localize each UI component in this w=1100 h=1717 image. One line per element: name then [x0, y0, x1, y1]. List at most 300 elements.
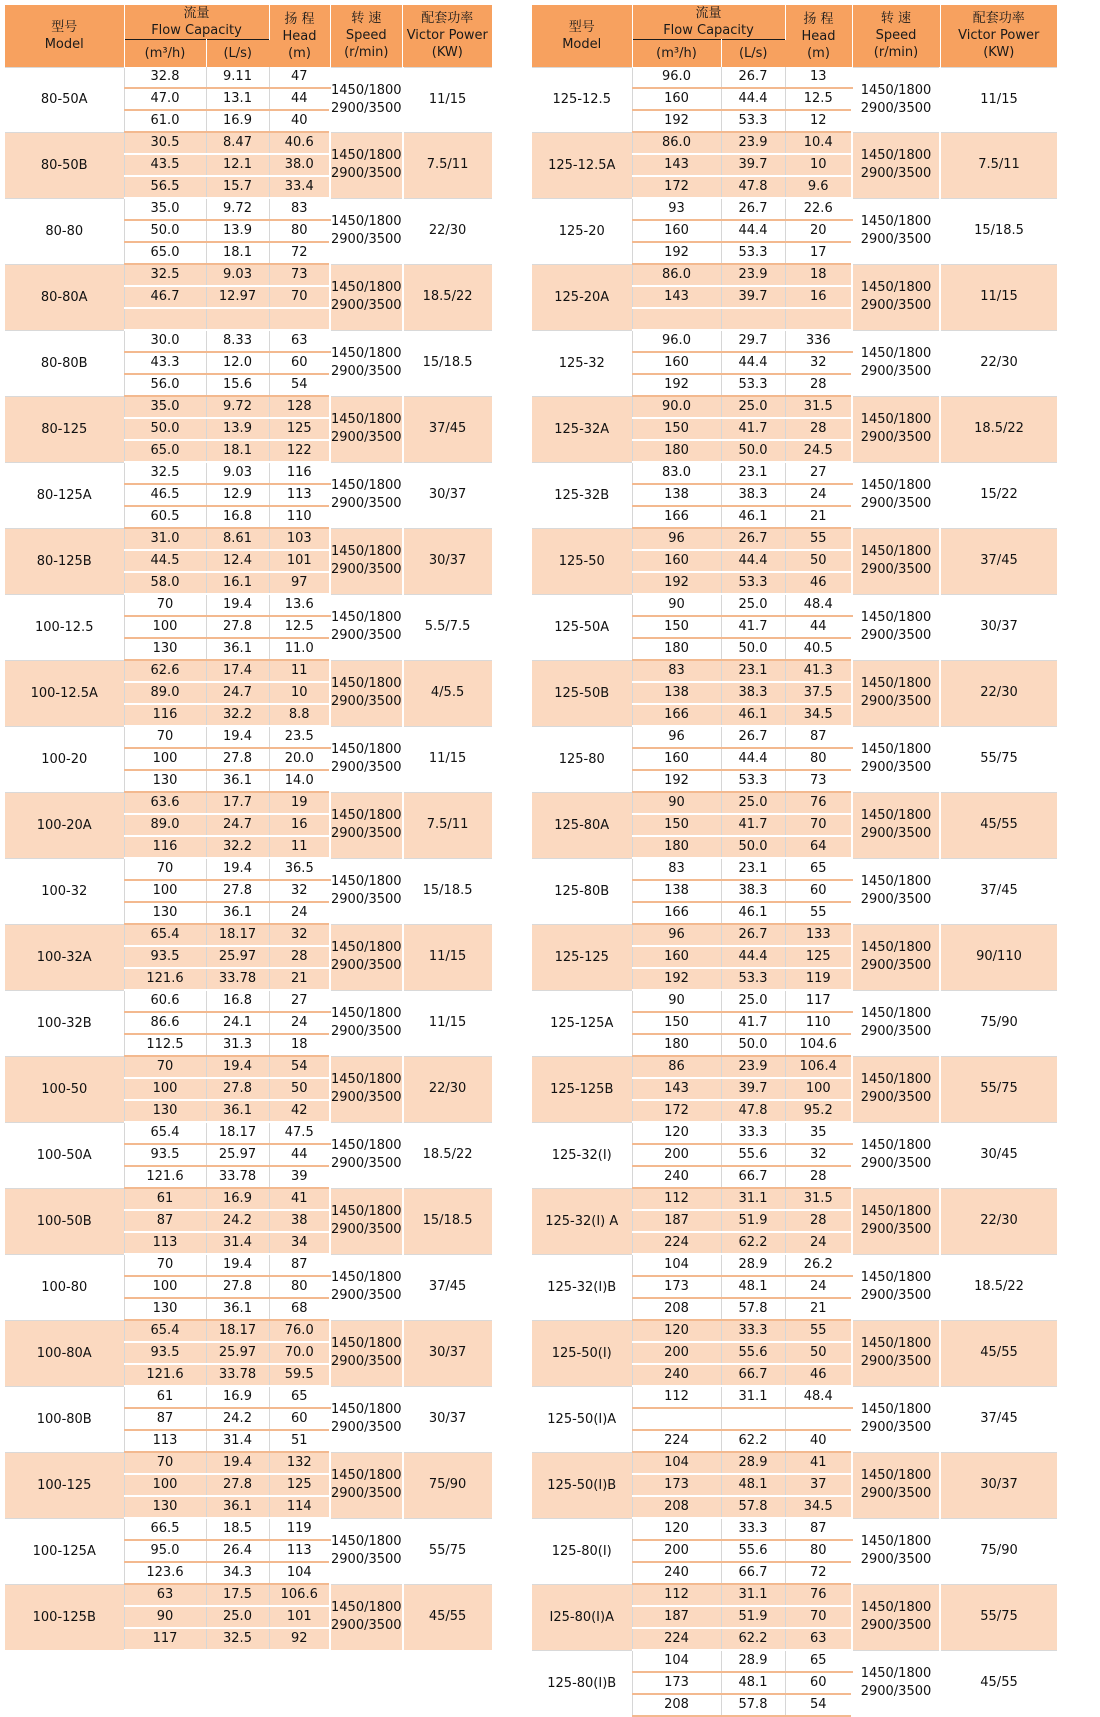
speed-cell — [330, 792, 403, 858]
speed-line-1: 1450/1800 — [331, 280, 402, 295]
head-cell: 116 — [269, 462, 330, 484]
head-cell: 33.4 — [269, 176, 330, 198]
head-cell: 63 — [785, 1628, 852, 1650]
head-cell: 21 — [269, 968, 330, 990]
flow-ls-cell: 26.7 — [721, 726, 785, 748]
flow-ls-cell: 24.7 — [206, 682, 269, 704]
flow-ls-cell: 18.17 — [206, 924, 269, 946]
flow-ls-cell: 8.61 — [206, 528, 269, 550]
flow-ls-cell: 32.2 — [206, 836, 269, 858]
table-row — [5, 462, 492, 484]
flow-m3h-cell: 138 — [632, 880, 721, 902]
flow-m3h-cell: 50.0 — [124, 418, 206, 440]
flow-ls-cell: 18.1 — [206, 440, 269, 462]
flow-m3h-cell: 200 — [632, 1342, 721, 1364]
flow-ls-cell: 53.3 — [721, 374, 785, 396]
head-cell: 50 — [269, 1078, 330, 1100]
speed-line-1: 1450/1800 — [860, 1006, 932, 1021]
speed-cell — [330, 132, 403, 198]
speed-cell — [852, 462, 940, 528]
flow-ls-cell: 31.1 — [721, 1584, 785, 1606]
flow-ls-cell: 24.1 — [206, 1012, 269, 1034]
head-cell: 28 — [785, 1166, 852, 1188]
head-cell: 70 — [785, 814, 852, 836]
flow-m3h-cell: 166 — [632, 704, 721, 726]
flow-m3h-cell: 65.4 — [124, 924, 206, 946]
flow-m3h-cell: 150 — [632, 1012, 721, 1034]
speed-line-1: 1450/1800 — [860, 1336, 932, 1351]
speed-cell — [852, 1452, 940, 1518]
speed-line-1: 1450/1800 — [860, 1666, 932, 1682]
flow-ls-cell: 62.2 — [721, 1628, 785, 1650]
power-cell: 37/45 — [940, 1386, 1057, 1452]
table-row — [5, 198, 492, 220]
flow-ls-cell: 27.8 — [206, 880, 269, 902]
model-cell: 125-32B — [532, 462, 632, 528]
head-cell: 27 — [785, 462, 852, 484]
flow-ls-cell: 41.7 — [721, 616, 785, 638]
model-cell: 100-32 — [5, 858, 124, 924]
speed-line-1: 1450/1800 — [860, 214, 932, 229]
speed-line-1: 1450/1800 — [331, 1270, 402, 1285]
head-cell: 72 — [269, 242, 330, 264]
flow-m3h-cell: 173 — [632, 1474, 721, 1496]
speed-cell — [330, 396, 403, 462]
flow-ls-cell: 36.1 — [206, 638, 269, 660]
head-cell: 104.6 — [785, 1034, 852, 1056]
flow-m3h-cell: 100 — [124, 1276, 206, 1298]
power-cell: 18.5/22 — [940, 1254, 1057, 1320]
speed-line-1: 1450/1800 — [331, 1468, 402, 1483]
head-cell: 31.5 — [785, 1188, 852, 1210]
power-cell: 55/75 — [940, 1584, 1057, 1650]
power-cell: 30/37 — [940, 594, 1057, 660]
power-cell: 11/15 — [403, 67, 492, 132]
flow-ls-cell: 12.97 — [206, 286, 269, 308]
flow-ls-cell: 19.4 — [206, 1254, 269, 1276]
table-row — [532, 264, 1057, 286]
head-cell: 64 — [785, 836, 852, 858]
power-cell: 37/45 — [403, 396, 492, 462]
power-cell: 18.5/22 — [940, 396, 1057, 462]
flow-ls-cell: 27.8 — [206, 748, 269, 770]
head-cell: 24 — [785, 1276, 852, 1298]
spec-rows-right — [532, 67, 1057, 1716]
header-flow-unit-m3h: (m³/h) — [632, 40, 721, 68]
model-cell: 100-125 — [5, 1452, 124, 1518]
speed-line-2: 2900/3500 — [860, 1354, 932, 1369]
flow-ls-cell: 23.9 — [721, 264, 785, 286]
table-row — [5, 330, 492, 352]
flow-ls-cell: 31.4 — [206, 1232, 269, 1254]
head-cell: 76.0 — [269, 1320, 330, 1342]
flow-ls-cell: 16.9 — [206, 1188, 269, 1210]
head-cell: 11 — [269, 660, 330, 682]
table-row — [532, 660, 1057, 682]
head-cell: 54 — [269, 374, 330, 396]
table-row — [5, 1188, 492, 1210]
table-row — [5, 528, 492, 550]
flow-ls-cell: 53.3 — [721, 770, 785, 792]
head-cell: 125 — [269, 418, 330, 440]
head-cell: 27 — [269, 990, 330, 1012]
speed-line-2: 2900/3500 — [860, 826, 932, 841]
flow-m3h-cell: 60.5 — [124, 506, 206, 528]
speed-line-1: 1450/1800 — [331, 1138, 402, 1153]
table-row — [5, 990, 492, 1012]
head-cell: 50 — [785, 1342, 852, 1364]
head-cell: 16 — [785, 286, 852, 308]
head-cell: 42 — [269, 1100, 330, 1122]
power-cell: 22/30 — [403, 1056, 492, 1122]
flow-ls-cell: 19.4 — [206, 726, 269, 748]
head-cell: 28 — [785, 418, 852, 440]
speed-cell — [330, 924, 403, 990]
head-cell: 24 — [269, 1012, 330, 1034]
flow-m3h-cell: 35.0 — [124, 396, 206, 418]
flow-ls-cell: 50.0 — [721, 1034, 785, 1056]
head-cell: 36.5 — [269, 858, 330, 880]
head-cell: 8.8 — [269, 704, 330, 726]
flow-m3h-cell: 89.0 — [124, 682, 206, 704]
speed-cell — [330, 990, 403, 1056]
head-cell: 18 — [785, 264, 852, 286]
head-cell: 60 — [269, 352, 330, 374]
table-row — [532, 1254, 1057, 1276]
speed-line-2: 2900/3500 — [860, 364, 932, 379]
speed-line-2: 2900/3500 — [860, 1684, 932, 1700]
model-cell: 100-12.5 — [5, 594, 124, 660]
flow-ls-cell: 51.9 — [721, 1606, 785, 1628]
flow-ls-cell: 24.2 — [206, 1408, 269, 1430]
speed-line-2: 2900/3500 — [860, 430, 932, 445]
header-flow: 流量 Flow Capacity — [632, 5, 785, 40]
flow-ls-cell: 25.97 — [206, 1144, 269, 1166]
flow-m3h-cell — [124, 308, 206, 330]
speed-cell — [330, 858, 403, 924]
flow-m3h-cell — [632, 1408, 721, 1430]
table-row — [532, 1188, 1057, 1210]
head-cell: 24 — [785, 484, 852, 506]
flow-m3h-cell: 113 — [124, 1232, 206, 1254]
model-cell: 125-50(I)B — [532, 1452, 632, 1518]
flow-m3h-cell: 90 — [632, 594, 721, 616]
speed-line-2: 2900/3500 — [860, 958, 932, 973]
flow-m3h-cell: 138 — [632, 682, 721, 704]
speed-line-2: 2900/3500 — [331, 958, 402, 973]
head-cell: 59.5 — [269, 1364, 330, 1386]
flow-m3h-cell: 121.6 — [124, 1166, 206, 1188]
head-cell: 76 — [785, 1584, 852, 1606]
speed-cell — [852, 396, 940, 462]
flow-m3h-cell: 192 — [632, 572, 721, 594]
flow-ls-cell: 27.8 — [206, 1078, 269, 1100]
speed-line-1: 1450/1800 — [331, 874, 402, 889]
model-cell: 100-32A — [5, 924, 124, 990]
flow-ls-cell: 32.5 — [206, 1628, 269, 1650]
head-cell: 37 — [785, 1474, 852, 1496]
head-cell: 128 — [269, 396, 330, 418]
power-cell: 30/45 — [940, 1122, 1057, 1188]
speed-line-2: 2900/3500 — [331, 562, 402, 577]
flow-ls-cell: 44.4 — [721, 352, 785, 374]
head-cell: 106.6 — [269, 1584, 330, 1606]
head-cell: 65 — [785, 858, 852, 880]
head-cell: 12.5 — [269, 616, 330, 638]
head-cell: 40 — [785, 1430, 852, 1452]
power-cell: 75/90 — [403, 1452, 492, 1518]
head-cell: 80 — [269, 220, 330, 242]
speed-line-1: 1450/1800 — [860, 280, 932, 295]
model-cell: 125-80B — [532, 858, 632, 924]
flow-m3h-cell: 187 — [632, 1210, 721, 1232]
flow-m3h-cell: 30.0 — [124, 330, 206, 352]
model-cell: 100-80B — [5, 1386, 124, 1452]
speed-cell — [852, 67, 940, 132]
table-row — [532, 792, 1057, 814]
flow-m3h-cell: 90 — [632, 792, 721, 814]
flow-m3h-cell: 160 — [632, 352, 721, 374]
flow-m3h-cell: 43.3 — [124, 352, 206, 374]
table-row — [532, 990, 1057, 1012]
flow-ls-cell: 39.7 — [721, 1078, 785, 1100]
power-cell: 22/30 — [940, 330, 1057, 396]
table-row — [5, 924, 492, 946]
speed-cell — [852, 1188, 940, 1254]
flow-ls-cell: 44.4 — [721, 946, 785, 968]
flow-m3h-cell: 93.5 — [124, 1144, 206, 1166]
speed-line-2: 2900/3500 — [860, 1156, 932, 1171]
table-row — [5, 1254, 492, 1276]
head-cell: 68 — [269, 1298, 330, 1320]
power-cell: 22/30 — [940, 660, 1057, 726]
speed-line-1: 1450/1800 — [331, 1072, 402, 1087]
flow-m3h-cell: 96 — [632, 726, 721, 748]
flow-m3h-cell: 66.5 — [124, 1518, 206, 1540]
head-cell: 37.5 — [785, 682, 852, 704]
flow-m3h-cell: 130 — [124, 1100, 206, 1122]
table-row — [532, 396, 1057, 418]
speed-line-1: 1450/1800 — [860, 1534, 932, 1549]
head-cell: 13 — [785, 67, 852, 88]
head-cell: 18 — [269, 1034, 330, 1056]
model-cell: 100-32B — [5, 990, 124, 1056]
flow-m3h-cell: 63 — [124, 1584, 206, 1606]
head-cell: 114 — [269, 1496, 330, 1518]
flow-m3h-cell: 120 — [632, 1518, 721, 1540]
speed-cell — [852, 132, 940, 198]
speed-line-1: 1450/1800 — [331, 412, 402, 427]
flow-m3h-cell: 172 — [632, 176, 721, 198]
speed-cell — [852, 1056, 940, 1122]
flow-ls-cell: 33.3 — [721, 1320, 785, 1342]
head-cell: 87 — [785, 1518, 852, 1540]
flow-m3h-cell: 31.0 — [124, 528, 206, 550]
pump-spec-table-left — [5, 5, 492, 1651]
model-cell: 100-80 — [5, 1254, 124, 1320]
table-row — [532, 132, 1057, 154]
flow-m3h-cell: 96 — [632, 528, 721, 550]
head-cell: 100 — [785, 1078, 852, 1100]
power-cell: 75/90 — [940, 990, 1057, 1056]
flow-m3h-cell: 208 — [632, 1496, 721, 1518]
speed-cell — [330, 330, 403, 396]
head-cell: 132 — [269, 1452, 330, 1474]
header-flow-unit-m3h: (m³/h) — [124, 40, 206, 68]
flow-ls-cell: 31.1 — [721, 1386, 785, 1408]
flow-ls-cell: 9.72 — [206, 396, 269, 418]
flow-m3h-cell: 192 — [632, 242, 721, 264]
flow-ls-cell: 23.9 — [721, 1056, 785, 1078]
speed-line-2: 2900/3500 — [331, 430, 402, 445]
model-cell: 80-50A — [5, 67, 124, 132]
flow-ls-cell: 39.7 — [721, 154, 785, 176]
model-cell: 100-20A — [5, 792, 124, 858]
speed-cell — [852, 990, 940, 1056]
flow-m3h-cell: 173 — [632, 1276, 721, 1298]
flow-m3h-cell: 86.0 — [632, 132, 721, 154]
header-speed: 转 速 Speed (r/min) — [330, 5, 403, 67]
flow-m3h-cell: 120 — [632, 1320, 721, 1342]
head-cell: 32 — [785, 1144, 852, 1166]
flow-m3h-cell: 240 — [632, 1562, 721, 1584]
power-cell: 4/5.5 — [403, 660, 492, 726]
table-row — [5, 1386, 492, 1408]
head-cell: 70 — [785, 1606, 852, 1628]
flow-m3h-cell: 173 — [632, 1672, 721, 1694]
table-row — [532, 594, 1057, 616]
head-cell: 12 — [785, 110, 852, 132]
speed-cell — [852, 1518, 940, 1584]
head-cell: 70 — [269, 286, 330, 308]
model-cell: 80-125B — [5, 528, 124, 594]
flow-m3h-cell: 160 — [632, 550, 721, 572]
flow-m3h-cell: 113 — [124, 1430, 206, 1452]
model-cell: 125-80A — [532, 792, 632, 858]
table-row — [5, 1452, 492, 1474]
table-row — [5, 1320, 492, 1342]
model-cell: 100-50B — [5, 1188, 124, 1254]
speed-line-2: 2900/3500 — [331, 1156, 402, 1171]
flow-ls-cell: 31.3 — [206, 1034, 269, 1056]
flow-m3h-cell: 100 — [124, 880, 206, 902]
flow-ls-cell: 44.4 — [721, 748, 785, 770]
speed-line-2: 2900/3500 — [331, 1552, 402, 1567]
flow-ls-cell: 48.1 — [721, 1276, 785, 1298]
head-cell: 55 — [785, 902, 852, 924]
power-cell: 30/37 — [940, 1452, 1057, 1518]
power-cell: 15/18.5 — [403, 858, 492, 924]
speed-line-1: 1450/1800 — [331, 1006, 402, 1021]
speed-line-2: 2900/3500 — [331, 628, 402, 643]
flow-m3h-cell: 58.0 — [124, 572, 206, 594]
flow-m3h-cell: 83.0 — [632, 462, 721, 484]
flow-ls-cell: 33.78 — [206, 1364, 269, 1386]
head-cell: 34.5 — [785, 704, 852, 726]
flow-ls-cell: 8.33 — [206, 330, 269, 352]
flow-m3h-cell: 150 — [632, 814, 721, 836]
power-cell: 15/18.5 — [403, 330, 492, 396]
speed-line-2: 2900/3500 — [331, 298, 402, 313]
flow-ls-cell: 44.4 — [721, 550, 785, 572]
flow-ls-cell: 29.7 — [721, 330, 785, 352]
header-model: 型号 Model — [5, 5, 124, 67]
power-cell: 11/15 — [403, 990, 492, 1056]
flow-m3h-cell: 44.5 — [124, 550, 206, 572]
speed-line-2: 2900/3500 — [331, 100, 402, 116]
flow-ls-cell: 53.3 — [721, 968, 785, 990]
head-cell: 50 — [785, 550, 852, 572]
flow-m3h-cell: 104 — [632, 1650, 721, 1672]
speed-line-1: 1450/1800 — [860, 478, 932, 493]
head-cell: 19 — [269, 792, 330, 814]
header-flow: 流量 Flow Capacity — [124, 5, 269, 40]
flow-m3h-cell: 56.0 — [124, 374, 206, 396]
speed-line-1: 1450/1800 — [860, 544, 932, 559]
flow-ls-cell: 51.9 — [721, 1210, 785, 1232]
flow-ls-cell: 25.97 — [206, 1342, 269, 1364]
speed-line-2: 2900/3500 — [331, 826, 402, 841]
model-cell: I25-80(I)A — [532, 1584, 632, 1650]
power-cell: 5.5/7.5 — [403, 594, 492, 660]
flow-ls-cell: 13.9 — [206, 418, 269, 440]
speed-cell — [852, 1122, 940, 1188]
speed-line-2: 2900/3500 — [860, 562, 932, 577]
speed-cell — [330, 1320, 403, 1386]
flow-ls-cell: 12.4 — [206, 550, 269, 572]
flow-ls-cell: 50.0 — [721, 836, 785, 858]
flow-m3h-cell: 116 — [124, 704, 206, 726]
flow-ls-cell: 25.0 — [721, 396, 785, 418]
flow-ls-cell: 26.7 — [721, 528, 785, 550]
speed-cell — [852, 858, 940, 924]
flow-ls-cell: 48.1 — [721, 1672, 785, 1694]
speed-line-1: 1450/1800 — [331, 940, 402, 955]
flow-ls-cell: 36.1 — [206, 1100, 269, 1122]
head-cell: 12.5 — [785, 88, 852, 110]
flow-m3h-cell: 70 — [124, 1056, 206, 1078]
flow-ls-cell: 36.1 — [206, 1496, 269, 1518]
power-cell: 22/30 — [403, 198, 492, 264]
speed-cell — [330, 528, 403, 594]
flow-m3h-cell: 192 — [632, 968, 721, 990]
flow-m3h-cell: 224 — [632, 1232, 721, 1254]
flow-ls-cell: 53.3 — [721, 242, 785, 264]
flow-m3h-cell: 90 — [124, 1606, 206, 1628]
flow-m3h-cell: 32.5 — [124, 264, 206, 286]
speed-line-1: 1450/1800 — [860, 148, 932, 163]
header-head: 扬 程 Head (m) — [785, 5, 852, 67]
speed-cell — [330, 462, 403, 528]
speed-line-2: 2900/3500 — [331, 1354, 402, 1369]
flow-m3h-cell: 187 — [632, 1606, 721, 1628]
flow-m3h-cell: 121.6 — [124, 968, 206, 990]
head-cell: 11 — [269, 836, 330, 858]
power-cell: 11/15 — [403, 924, 492, 990]
speed-line-1: 1450/1800 — [860, 808, 932, 823]
flow-ls-cell: 44.4 — [721, 88, 785, 110]
flow-m3h-cell: 166 — [632, 506, 721, 528]
flow-m3h-cell: 112 — [632, 1188, 721, 1210]
speed-cell — [852, 594, 940, 660]
speed-line-1: 1450/1800 — [331, 346, 402, 361]
speed-line-2: 2900/3500 — [860, 232, 932, 247]
head-cell: 63 — [269, 330, 330, 352]
head-cell: 55 — [785, 528, 852, 550]
flow-ls-cell: 25.0 — [206, 1606, 269, 1628]
flow-ls-cell: 17.5 — [206, 1584, 269, 1606]
head-cell: 60 — [785, 1672, 852, 1694]
